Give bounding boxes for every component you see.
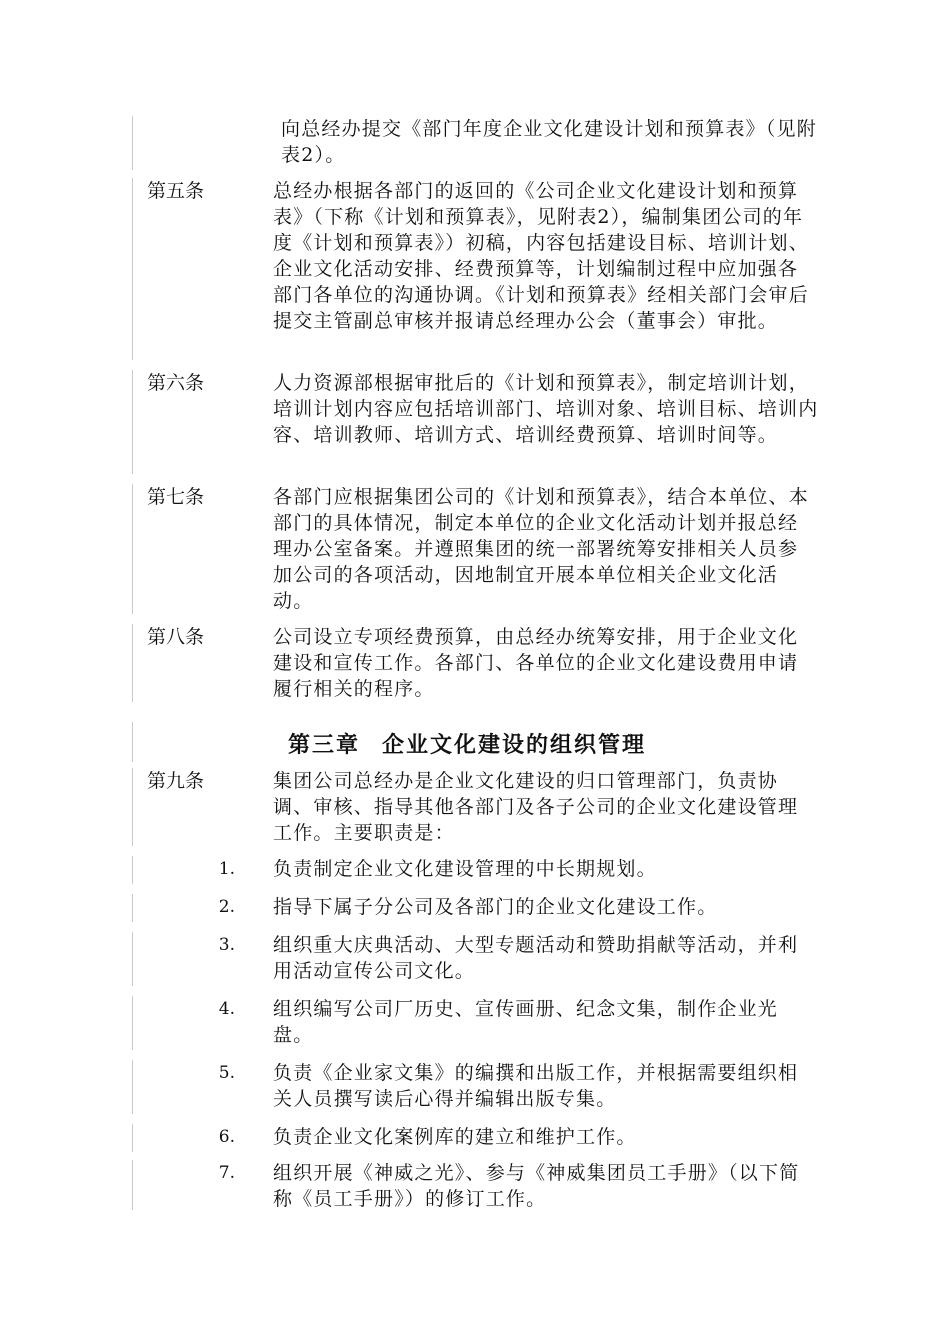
- article-9: [132, 768, 833, 846]
- chapter-heading: [288, 728, 646, 759]
- duty-text: 组织开展《神威之光》、参与《神威集团员工手册》（以下简称《员工手册》）的修订工作。: [273, 1162, 800, 1210]
- duty-number: 5.: [218, 1063, 235, 1083]
- article-text: 公司设立专项经费预算，由总经办统筹安排，用于企业文化建设和宣传工作。各部门、各单位的企业文化建设费用申请履行相关的程序。: [273, 626, 799, 700]
- duty-item: [132, 1060, 833, 1114]
- continuation-text: 向总经办提交《部门年度企业文化建设计划和预算表》（见附表2）。: [281, 118, 817, 166]
- duty-item: [132, 856, 833, 884]
- continuation-block: [132, 116, 833, 170]
- article-label: 第九条: [147, 770, 205, 792]
- duty-text: 组织重大庆典活动、大型专题活动和赞助捐献等活动，并利用活动宣传公司文化。: [273, 934, 799, 982]
- duty-number: 3.: [218, 935, 235, 955]
- chapter-number: 第三章: [288, 732, 361, 758]
- duty-number: 7.: [218, 1163, 235, 1183]
- duty-text: 负责企业文化案例库的建立和维护工作。: [273, 1126, 637, 1148]
- duty-item: [132, 1124, 833, 1152]
- duty-text: 负责《企业家文集》的编撰和出版工作，并根据需要组织相关人员撰写读后心得并编辑出版专集。: [273, 1062, 799, 1110]
- duty-item: [132, 996, 833, 1050]
- article-label: 第六条: [147, 372, 205, 394]
- duty-number: 4.: [218, 999, 235, 1019]
- article-label: 第七条: [147, 486, 205, 508]
- article-label: 第八条: [147, 626, 205, 648]
- article-text: 集团公司总经办是企业文化建设的归口管理部门，负责协调、审核、指导其他各部门及各子公司的企业文化建设管理工作。主要职责是：: [273, 770, 799, 844]
- article-7: [132, 484, 833, 614]
- article-5: [132, 178, 833, 360]
- duty-text: 指导下属子分公司及各部门的企业文化建设工作。: [273, 896, 718, 918]
- article-text: 总经办根据各部门的返回的《公司企业文化建设计划和预算表》（下称《计划和预算表》，见附表2），编制集团公司的年度《计划和预算表》）初稿，内容包括建设目标、培训计划、企业文化活动安排、经费预算等，计划编制过程中应加强各部门各单位的沟通协调。《计划和预算表》经相关部门会审后提交主管副总审核并报请总经理办公会（董事会）审批。: [273, 180, 809, 332]
- duty-number: 1.: [218, 859, 235, 879]
- duty-number: 6.: [218, 1127, 235, 1147]
- article-text: 人力资源部根据审批后的《计划和预算表》，制定培训计划，培训计划内容应包括培训部门、培训对象、培训目标、培训内容、培训教师、培训方式、培训经费预算、培训时间等。: [273, 372, 819, 446]
- duty-item: [132, 894, 833, 922]
- chapter-title: 企业文化建设的组织管理: [382, 732, 647, 758]
- article-text: 各部门应根据集团公司的《计划和预算表》，结合本单位、本部门的具体情况，制定本单位的企业文化活动计划并报总经理办公室备案。并遵照集团的统一部署统筹安排相关人员参加公司的各项活动，因地制宜开展本单位相关企业文化活动。: [273, 486, 809, 612]
- article-8: [132, 624, 833, 702]
- duty-item: [132, 1160, 833, 1210]
- article-6: [132, 370, 833, 474]
- duty-text: 负责制定企业文化建设管理的中长期规划。: [273, 858, 657, 880]
- duty-item: [132, 932, 833, 986]
- duty-text: 组织编写公司厂历史、宣传画册、纪念文集，制作企业光盘。: [273, 998, 779, 1046]
- article-label: 第五条: [147, 180, 205, 202]
- duty-number: 2.: [218, 897, 235, 917]
